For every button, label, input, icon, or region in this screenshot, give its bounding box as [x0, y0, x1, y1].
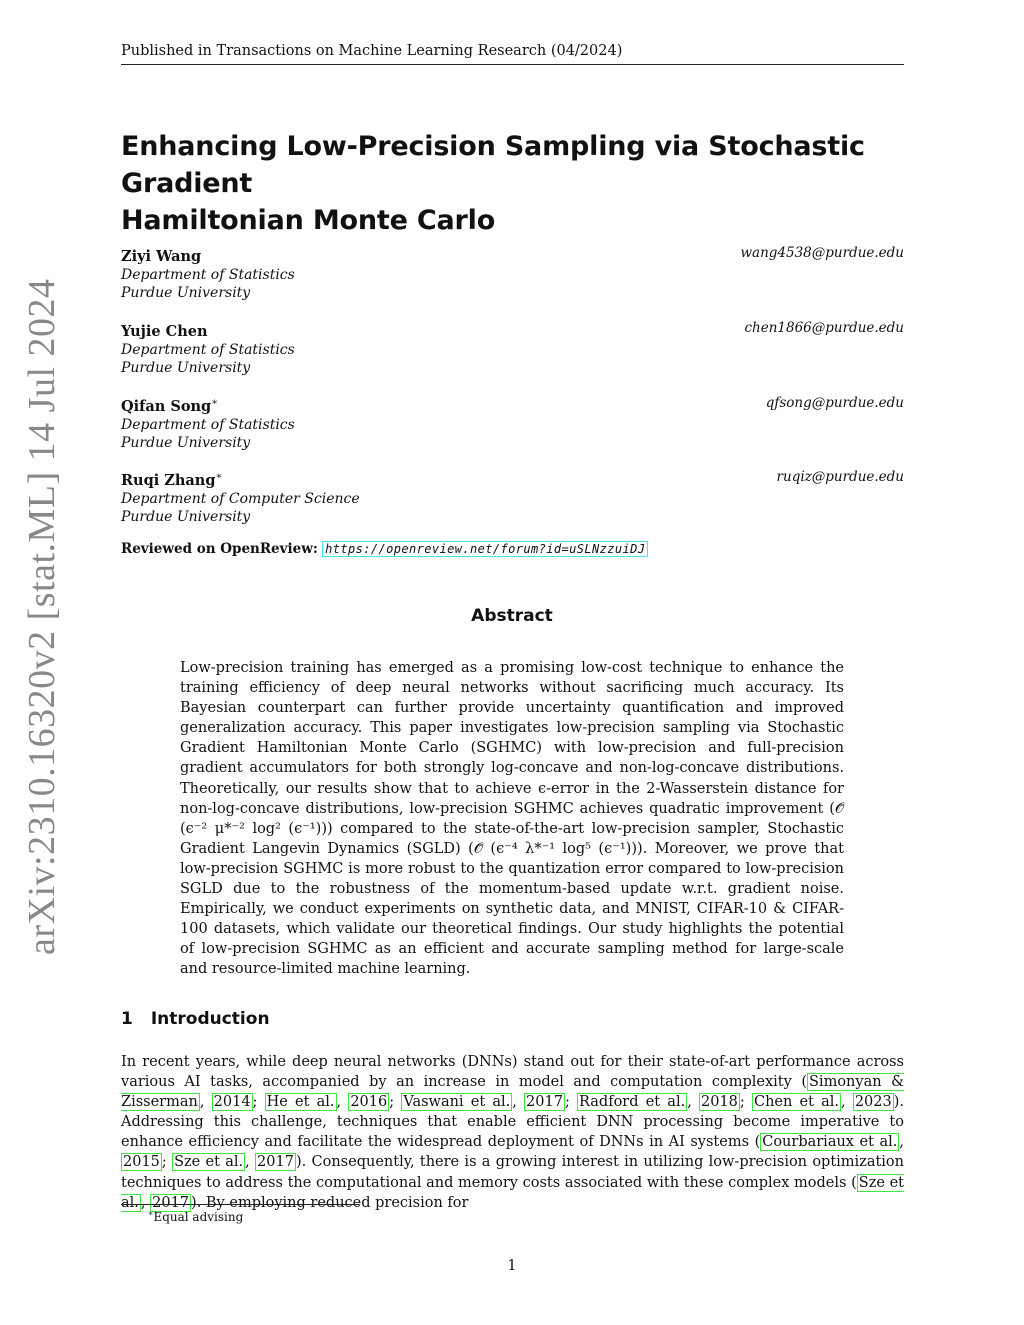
- review-label: Reviewed on OpenReview:: [121, 541, 318, 557]
- author-block: [121, 244, 904, 303]
- author-email[interactable]: qfsong@purdue.edu: [765, 395, 904, 411]
- author-name: Qifan Song∗: [121, 397, 218, 415]
- author-email[interactable]: ruqiz@purdue.edu: [776, 469, 904, 485]
- footnote-rule: [121, 1204, 359, 1205]
- citation-link[interactable]: He et al.: [266, 1094, 335, 1111]
- citation-link[interactable]: 2017: [526, 1094, 563, 1111]
- citation-link[interactable]: Simonyan & Zisserman: [121, 1074, 904, 1111]
- arxiv-identifier[interactable]: arXiv:2310.16320v2 [stat.ML] 14 Jul 2024: [21, 278, 63, 955]
- author-department: Department of Statistics: [121, 416, 295, 433]
- author-email[interactable]: chen1866@purdue.edu: [744, 320, 904, 336]
- citation-link[interactable]: Radford et al.: [579, 1094, 686, 1111]
- citation-link[interactable]: 2014: [213, 1094, 251, 1111]
- author-email[interactable]: wang4538@purdue.edu: [740, 245, 904, 261]
- author-name: Ruqi Zhang∗: [121, 471, 223, 489]
- citation-link[interactable]: 2016: [350, 1094, 388, 1111]
- citation-link[interactable]: 2018: [701, 1094, 738, 1111]
- footnote-mark: ∗: [148, 1209, 154, 1218]
- citation-link[interactable]: 2015: [123, 1154, 160, 1171]
- openreview-link[interactable]: https://openreview.net/forum?id=uSLNzzuiDJ: [322, 541, 648, 557]
- abstract-heading: Abstract: [471, 606, 553, 626]
- author-block: [121, 394, 904, 453]
- author-university: Purdue University: [121, 360, 251, 377]
- section-number: 1: [121, 1009, 133, 1029]
- citation-link[interactable]: 2017: [152, 1194, 190, 1211]
- page-number: 1: [507, 1258, 517, 1274]
- author-department: Department of Statistics: [121, 341, 295, 358]
- citation-link[interactable]: 2017: [257, 1154, 294, 1171]
- author-university: Purdue University: [121, 435, 251, 452]
- citation-link[interactable]: Courbariaux et al.: [762, 1134, 898, 1151]
- running-header: Published in Transactions on Machine Learning Research (04/2024): [121, 43, 904, 65]
- author-department: Department of Statistics: [121, 266, 295, 283]
- citation-link[interactable]: Vaswani et al.: [403, 1094, 511, 1111]
- footnote-text: Equal advising: [153, 1210, 244, 1224]
- title-line-1: Enhancing Low-Precision Sampling via Stochastic Gradient: [121, 131, 865, 199]
- citation-link[interactable]: Sze et al.: [121, 1174, 904, 1211]
- section-title: Introduction: [150, 1009, 270, 1029]
- author-block: [121, 319, 904, 378]
- title-line-2: Hamiltonian Monte Carlo: [121, 205, 496, 236]
- author-name: Yujie Chen: [121, 322, 208, 340]
- abstract-text: Low-precision training has emerged as a promising low-cost technique to enhance the training efficiency of deep neural networks without sacrificing much accuracy. Its Bayesian counterpart can further provide uncertainty quantification and improved generalization accuracy. This paper investigates low-precision sampling via Stochastic Gradient Hamiltonian Monte Carlo (SGHMC) with low-precision and full-precision gradient accumulators for both strongly log-concave and non-log-concave distributions. Theoretically, our results show that to achieve ϵ-error in the 2-Wasserstein distance for non-log-concave distributions, low-precision SGHMC achieves quadratic improvement (𝒪̃ (ϵ⁻² μ*⁻² log² (ϵ⁻¹))) compared to the state-of-the-art low-precision sampler, Stochastic Gradient Langevin Dynamics (SGLD) (𝒪̃ (ϵ⁻⁴ λ*⁻¹ log⁵ (ϵ⁻¹))). Moreover, we prove that low-precision SGHMC is more robust to the quantization error compared to low-precision SGLD due to the robustness of the momentum-based update w.r.t. gradient noise. Empirically, we conduct experiments on synthetic data, and MNIST, CIFAR-10 & CIFAR-100 datasets, which validate our theoretical findings. Our study highlights the potential of low-precision SGHMC as an efficient and accurate sampling method for large-scale and resource-limited machine learning.: [180, 660, 844, 978]
- citation-link[interactable]: Sze et al.: [174, 1154, 244, 1171]
- author-university: Purdue University: [121, 509, 251, 526]
- intro-paragraph: In recent years, while deep neural networks (DNNs) stand out for their state-of-art performance across various AI tasks, accompanied by an increase in model and computation complexity ( Simonyan & Zisserman , 2014 ; He et al. , 2016 ; Vaswani et al. , 2017 ; Radford et al. , 2018 ; Chen et al. , 2023 ). Addressing this challenge, techniques that enable efficient DNN processing become imperative to enhance efficiency and facilitate the widespread deployment of DNNs in AI systems ( Courbariaux et al. , 2015 ; Sze et al. , 2017 ). Consequently, there is a growing interest in utilizing low-precision optimization techniques to address the computational and memory costs associated with these complex models ( Sze et al. , 2017 ). By employing reduced precision for: [121, 1054, 904, 1211]
- citation-link[interactable]: Chen et al.: [753, 1094, 840, 1111]
- citation-link[interactable]: 2023: [854, 1094, 892, 1111]
- author-block: [121, 468, 904, 527]
- author-name: Ziyi Wang: [121, 247, 202, 265]
- author-university: Purdue University: [121, 285, 251, 302]
- footnote: [148, 1209, 243, 1224]
- author-department: Department of Computer Science: [121, 490, 360, 507]
- paper-title: [121, 128, 911, 239]
- section-heading: [121, 1009, 270, 1029]
- review-line: [121, 541, 648, 557]
